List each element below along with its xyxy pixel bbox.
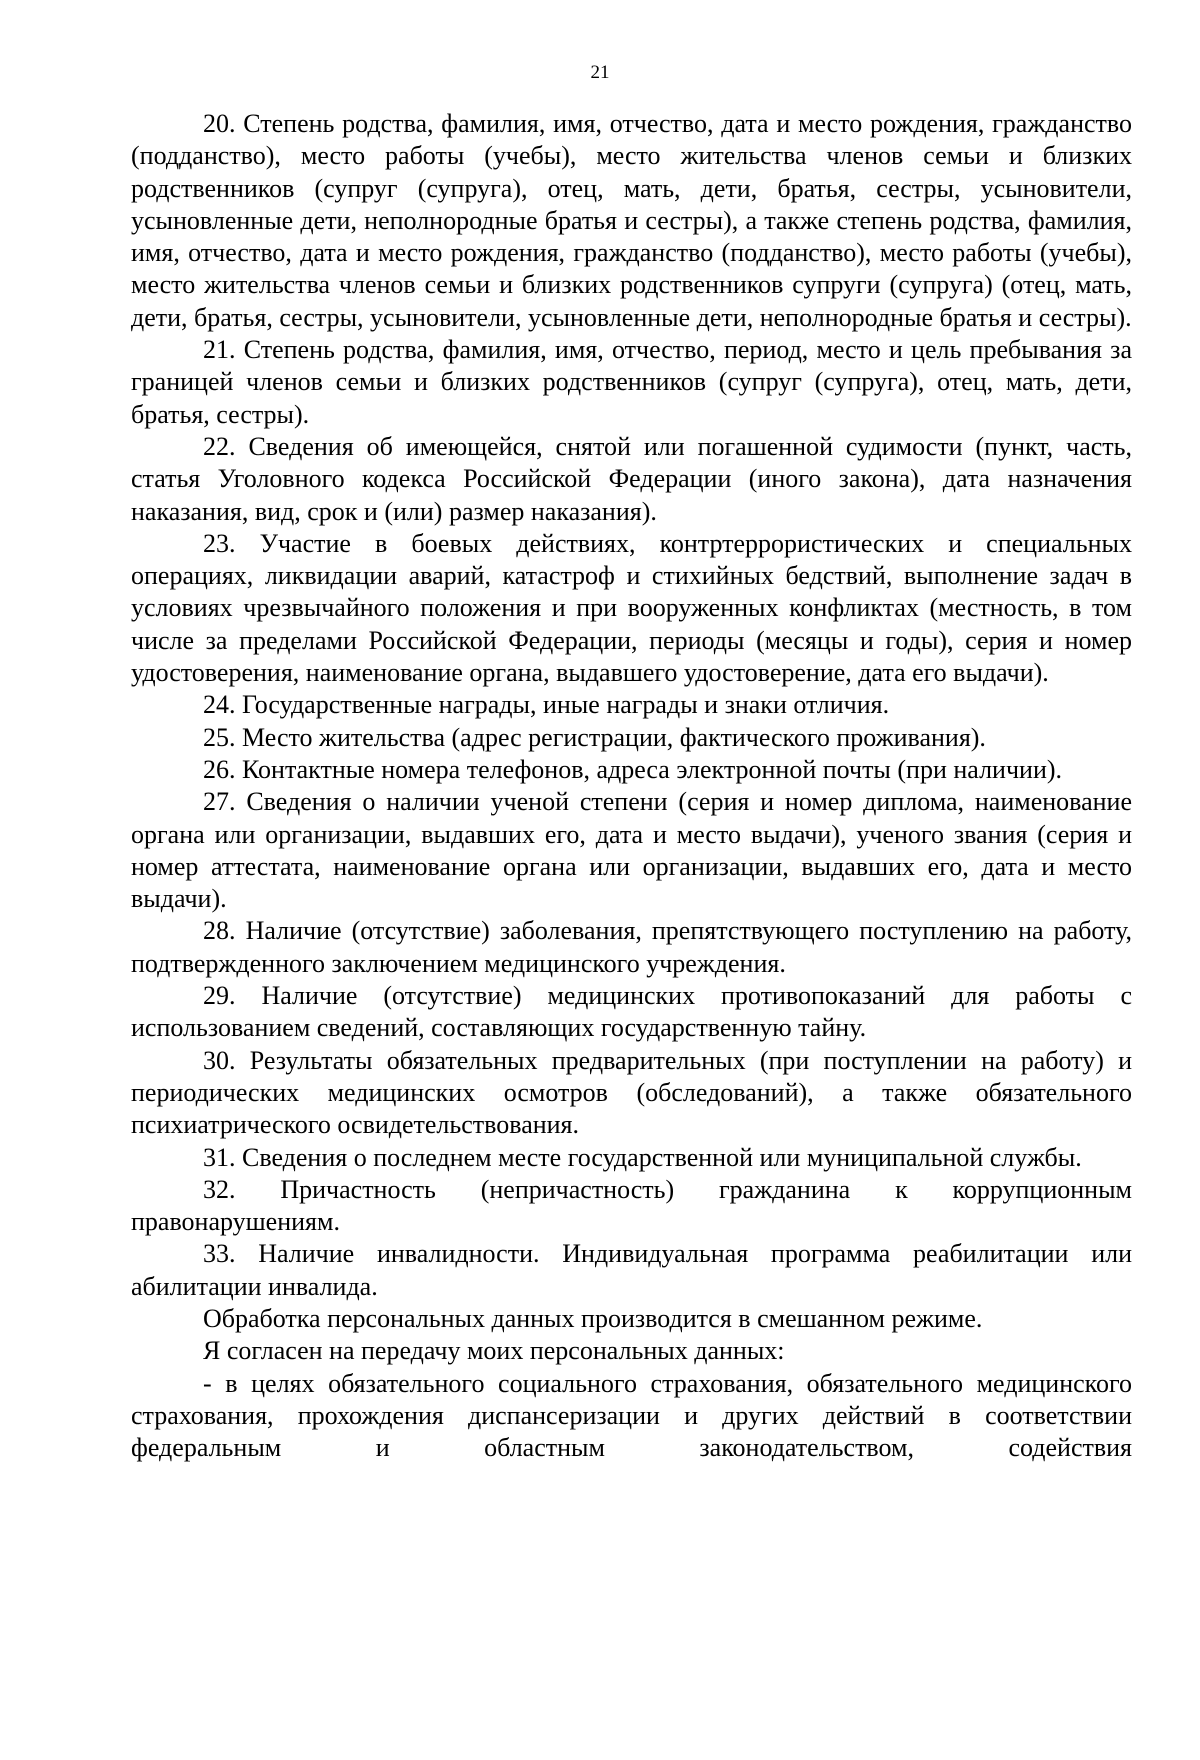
consent-purpose-item: - в целях обязательного социального страхования, обязательного медицинского страхования, прохождения диспансеризации и других действий в соответствии федеральным и областным законодательством, содействия <box>131 1368 1132 1463</box>
page-number: 21 <box>590 62 610 83</box>
processing-mode-paragraph: Обработка персональных данных производится в смешанном режиме. <box>203 1303 983 1333</box>
paragraph-item-33: 33. Наличие инвалидности. Индивидуальная программа реабилитации или абилитации инвалида. <box>131 1239 1132 1301</box>
paragraph-item-25: 25. Место жительства (адрес регистрации, фактического проживания). <box>203 722 986 752</box>
paragraph-item-30: 30. Результаты обязательных предварительных (при поступлении на работу) и периодических медицинских осмотров (обследований), а также обязательного психиатрического освидетельствования. <box>131 1045 1132 1140</box>
document-body <box>131 108 1132 1464</box>
paragraph-item-21: 21. Степень родства, фамилия, имя, отчество, период, место и цель пребывания за границей членов семьи и близких родственников (супруг (супруга), отец, мать, дети, братья, сестры). <box>131 335 1132 429</box>
paragraph-item-23: 23. Участие в боевых действиях, контртеррористических и специальных операциях, ликвидации аварий, катастроф и стихийных бедствий, выполнение задач в условиях чрезвычайного положения и при вооруженных конфликтах (местность, в том числе за пределами Российской Федерации, периоды (месяцы и годы), серия и номер удостоверения, наименование органа, выдавшего удостоверение, дата его выдачи). <box>131 528 1132 688</box>
paragraph-item-20: 20. Степень родства, фамилия, имя, отчество, дата и место рождения, гражданство (подданство), место работы (учебы), место жительства членов семьи и близких родственников (супруг (супруга), отец, мать, дети, братья, сестры, усыновители, усыновленные дети, неполнородные братья и сестры), а также степень родства, фамилия, имя, отчество, дата и место рождения, гражданство (подданство), место работы (учебы), место жительства членов семьи и близких родственников супруги (супруга) (отец, мать, дети, братья, сестры, усыновители, усыновленные дети, неполнородные братья и сестры). <box>131 109 1132 332</box>
paragraph-item-29: 29. Наличие (отсутствие) медицинских противопоказаний для работы с использованием сведений, составляющих государственную тайну. <box>131 981 1132 1043</box>
paragraph-item-27: 27. Сведения о наличии ученой степени (серия и номер диплома, наименование органа или организации, выдавших его, дата и место выдачи), ученого звания (серия и номер аттестата, наименование органа или организации, выдавших его, дата и место выдачи). <box>131 787 1132 914</box>
paragraph-item-26: 26. Контактные номера телефонов, адреса электронной почты (при наличии). <box>203 754 1063 784</box>
paragraph-item-24: 24. Государственные награды, иные награды и знаки отличия. <box>203 690 890 720</box>
paragraph-item-22: 22. Сведения об имеющейся, снятой или погашенной судимости (пункт, часть, статья Уголовного кодекса Российской Федерации (иного закона), дата назначения наказания, вид, срок и (или) размер наказания). <box>131 431 1132 526</box>
consent-paragraph: Я согласен на передачу моих персональных данных: <box>203 1336 785 1366</box>
paragraph-item-31: 31. Сведения о последнем месте государственной или муниципальной службы. <box>203 1142 1082 1172</box>
paragraph-item-32: 32. Причастность (непричастность) гражданина к коррупционным правонарушениям. <box>131 1174 1132 1237</box>
paragraph-item-28: 28. Наличие (отсутствие) заболевания, препятствующего поступлению на работу, подтвержденного заключением медицинского учреждения. <box>131 916 1132 978</box>
